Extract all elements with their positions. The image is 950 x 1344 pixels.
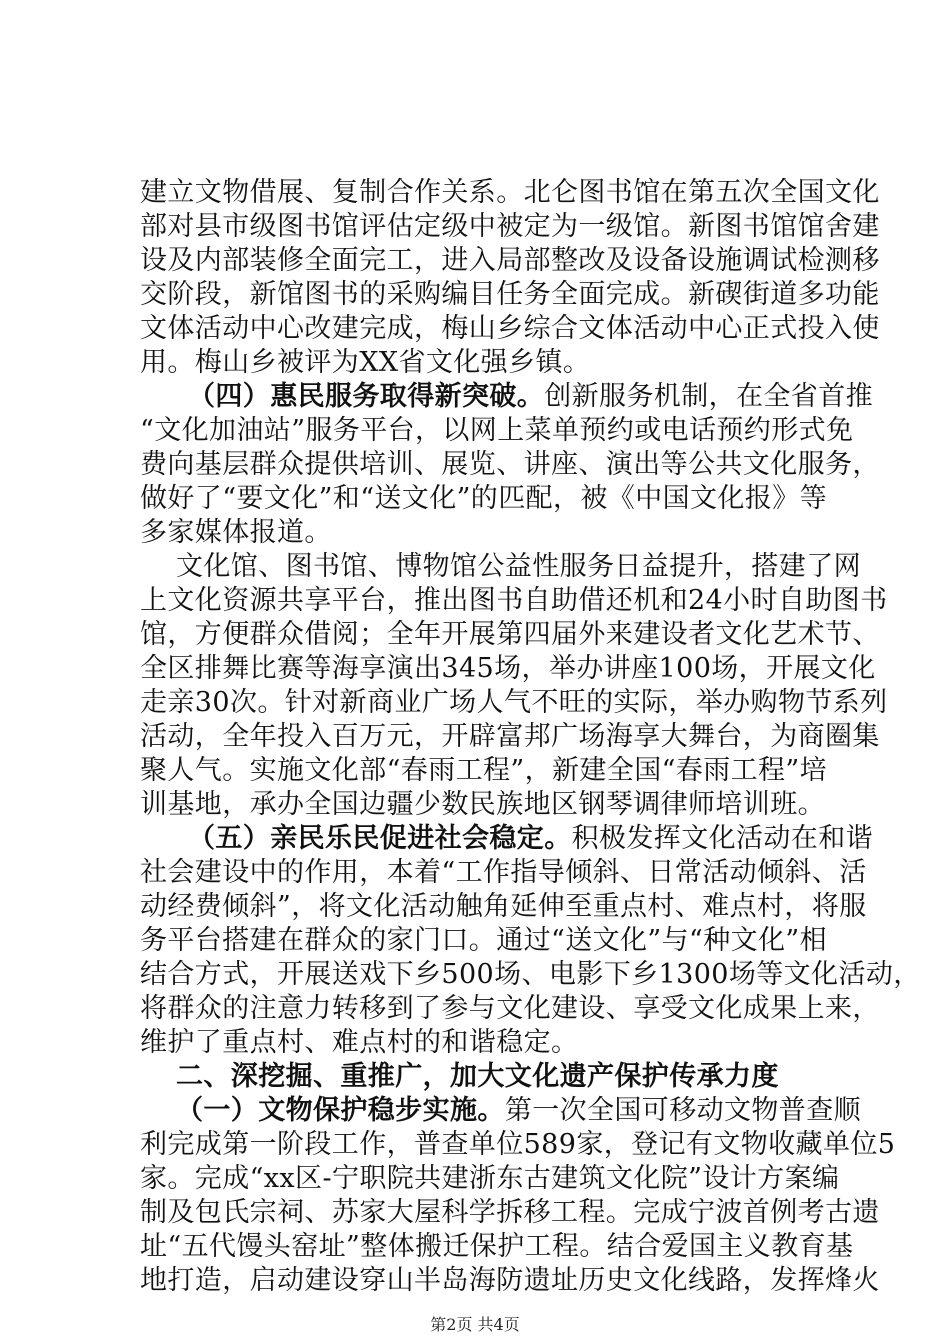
text-line: 务平台搭建在群众的家门口。通过“送文化”与“种文化”相 xyxy=(140,925,828,956)
text-line: 费向基层群众提供培训、展览、讲座、演出等公共文化服务， xyxy=(140,449,880,480)
page-number: 第2页 共4页 xyxy=(430,1315,520,1334)
text-line: 结合方式，开展送戏下乡500场、电影下乡1300场等文化活动， xyxy=(140,959,921,990)
text-line: 用。梅山乡被评为XX省文化强乡镇。 xyxy=(140,347,591,378)
text-line: 全区排舞比赛等海享演出345场，举办讲座100场，开展文化 xyxy=(140,653,876,684)
section-2-para-1-text: 第一次全国可移动文物普查顺 xyxy=(504,1095,862,1126)
text-line: 制及包氏宗祠、苏家大屋科学拆移工程。完成宁波首例考古遗 xyxy=(140,1197,880,1228)
text-line: 部对县市级图书馆评估定级中被定为一级馆。新图书馆馆舍建 xyxy=(140,211,880,242)
text-line: 上文化资源共享平台，推出图书自助借还机和24小时自助图书 xyxy=(140,585,888,616)
text-line: 走亲30次。针对新商业广场人气不旺的实际，举办购物节系列 xyxy=(140,687,888,718)
paragraph-4-heading: （四）惠民服务取得新突破。 xyxy=(188,381,545,412)
text-line: 建立文物借展、复制合作关系。北仑图书馆在第五次全国文化 xyxy=(140,177,880,208)
paragraph-4-text: 创新服务机制，在全省首推 xyxy=(544,381,874,412)
paragraph-5-first-line xyxy=(188,822,873,858)
text-line: 社会建设中的作用，本着“工作指导倾斜、日常活动倾斜、活 xyxy=(140,857,867,888)
text-line: 多家媒体报道。 xyxy=(140,517,332,548)
text-line: 利完成第一阶段工作，普查单位589家，登记有文物收藏单位5 xyxy=(140,1129,896,1160)
text-line: 地打造，启动建设穿山半岛海防遗址历史文化线路，发挥烽火 xyxy=(140,1265,880,1296)
section-2-para-1-heading: （一）文物保护稳步实施。 xyxy=(176,1095,505,1126)
text-line: 动经费倾斜”，将文化活动触角延伸至重点村、难点村，将服 xyxy=(140,891,867,922)
section-2-para-1-first-line xyxy=(176,1094,861,1130)
text-line: 址“五代馒头窑址”整体搬迁保护工程。结合爱国主义教育基 xyxy=(140,1231,854,1262)
paragraph-5-heading: （五）亲民乐民促进社会稳定。 xyxy=(188,823,572,854)
text-line: “文化加油站”服务平台，以网上菜单预约或电话预约形式免 xyxy=(140,415,854,446)
text-line: 训基地，承办全国边疆少数民族地区钢琴调律师培训班。 xyxy=(140,789,825,820)
text-line: 馆，方便群众借阅；全年开展第四届外来建设者文化艺术节、 xyxy=(140,619,880,650)
text-line: 交阶段，新馆图书的采购编目任务全面完成。新碶街道多功能 xyxy=(140,279,880,310)
text-line: 家。完成“xx区-宁职院共建浙东古建筑文化院”设计方案编 xyxy=(140,1163,840,1194)
text-line: 聚人气。实施文化部“春雨工程”，新建全国“春雨工程”培 xyxy=(140,755,828,786)
paragraph-5-text: 积极发挥文化活动在和谐 xyxy=(571,823,874,854)
text-line: 维护了重点村、难点村的和谐稳定。 xyxy=(140,1027,579,1058)
page-footer xyxy=(0,1312,950,1335)
text-line: 文化馆、图书馆、博物馆公益性服务日益提升，搭建了网 xyxy=(176,551,861,582)
text-line: 文体活动中心改建完成，梅山乡综合文体活动中心正式投入使 xyxy=(140,313,880,344)
section-2-heading: 二、深挖掘、重推广，加大文化遗产保护传承力度 xyxy=(176,1061,779,1092)
paragraph-4-first-line xyxy=(188,380,873,416)
text-line: 设及内部装修全面完工，进入局部整改及设备设施调试检测移 xyxy=(140,245,880,276)
text-line: 做好了“要文化”和“送文化”的匹配，被《中国文化报》等 xyxy=(140,483,828,514)
text-line: 活动，全年投入百万元，开辟富邦广场海享大舞台，为商圈集 xyxy=(140,721,880,752)
text-line: 将群众的注意力转移到了参与文化建设、享受文化成果上来， xyxy=(140,993,880,1024)
